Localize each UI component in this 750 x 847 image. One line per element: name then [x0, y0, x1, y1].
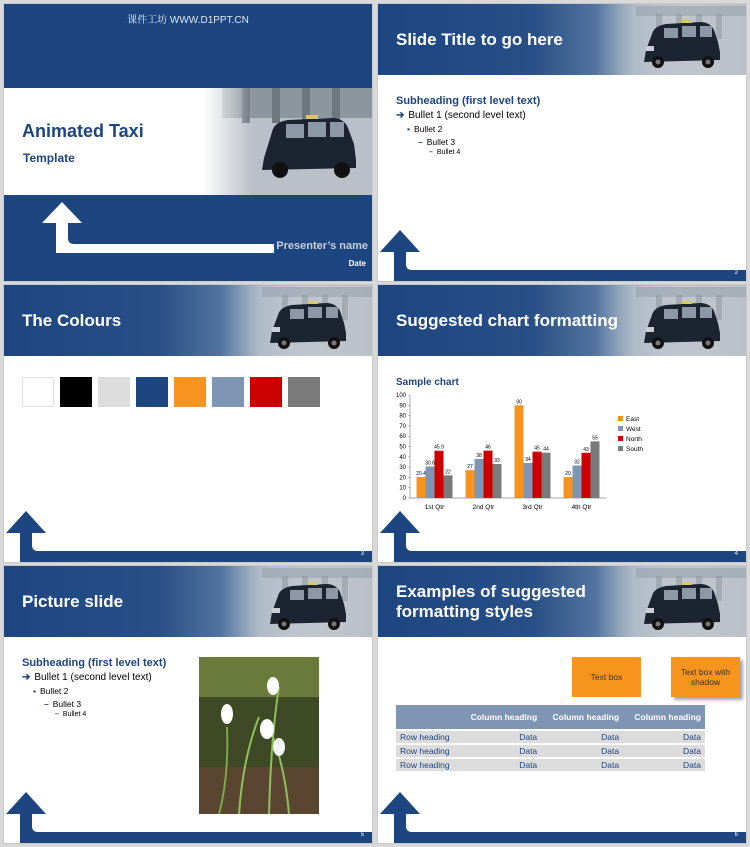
x-tick-label: 2nd Qtr	[472, 504, 495, 511]
slide-3[interactable]	[4, 285, 372, 562]
colour-swatch	[212, 377, 244, 407]
table-header-cell	[396, 705, 459, 730]
slide-header	[4, 285, 372, 356]
page-number: 6	[734, 832, 738, 838]
bullet-level-4: – Bullet 4	[55, 711, 87, 718]
taxi-photo	[596, 4, 746, 75]
slide-header	[4, 566, 372, 637]
slide-2[interactable]	[378, 4, 746, 281]
bar	[542, 453, 551, 498]
taxi-photo	[596, 566, 746, 637]
watermark-text: 课件工坊 WWW.D1PPT.CN	[127, 15, 249, 26]
slide-header	[378, 4, 746, 75]
data-label: 90	[516, 399, 522, 406]
colour-swatch	[174, 377, 206, 407]
data-label: 33	[494, 458, 500, 465]
y-tick-label: 20	[399, 475, 406, 482]
legend-swatch	[618, 416, 623, 421]
y-tick-label: 0	[402, 496, 406, 502]
y-tick-label: 40	[399, 454, 406, 461]
bar	[475, 459, 484, 498]
arrow-icon	[34, 198, 274, 253]
legend-label: North	[626, 436, 642, 443]
presentation-subtitle: Template	[23, 151, 75, 165]
bar	[515, 405, 524, 498]
bullet-level-2: ▪ Bullet 2	[33, 686, 69, 696]
page-number: 4	[734, 551, 738, 557]
bar	[466, 470, 475, 498]
bullet-level-1: ➔ Bullet 1 (second level text)	[396, 110, 526, 121]
bullet-list	[396, 95, 540, 156]
data-label: 22	[445, 469, 451, 476]
slide-4[interactable]	[378, 285, 746, 562]
legend-swatch	[618, 436, 623, 441]
y-tick-label: 70	[399, 423, 406, 430]
bar	[426, 466, 435, 498]
slide-title: Picture slide	[22, 591, 124, 611]
bullet-level-3: – Bullet 3	[418, 137, 456, 147]
legend-label: South	[626, 446, 643, 453]
page-number: 2	[734, 270, 738, 276]
y-tick-label: 10	[399, 485, 406, 492]
data-label: 34	[525, 456, 531, 463]
slide-5[interactable]	[4, 566, 372, 843]
data-label: 43	[583, 446, 589, 453]
arrow-icon	[4, 507, 372, 562]
y-tick-label: 50	[399, 444, 406, 451]
data-label: 45	[534, 445, 540, 452]
x-tick-label: 1st Qtr	[424, 504, 445, 511]
slide-title: The Colours	[22, 310, 122, 330]
slide-header	[378, 285, 746, 356]
legend-label: East	[626, 416, 640, 423]
data-label: 46	[485, 444, 491, 451]
x-tick-label: 3rd Qtr	[522, 504, 543, 511]
table-header-cell: Column heading	[541, 705, 623, 730]
taxi-photo	[222, 285, 372, 356]
arrow-icon	[378, 507, 746, 562]
bar	[582, 453, 591, 498]
taxi-photo	[202, 88, 372, 195]
bar	[435, 451, 444, 498]
data-label: 20.4	[416, 470, 426, 477]
table-row: Row heading Data Data Data	[396, 758, 705, 771]
data-label: 44	[543, 446, 549, 453]
colour-swatch	[60, 377, 92, 407]
taxi-photo	[222, 566, 372, 637]
bullet-level-1: ➔ Bullet 1 (second level text)	[22, 672, 152, 683]
y-tick-label: 30	[399, 465, 406, 472]
data-label: 32	[574, 459, 580, 466]
legend-swatch	[618, 426, 623, 431]
data-label: 30.6	[425, 460, 435, 467]
bar	[524, 463, 533, 498]
subheading: Subheading (first level text)	[396, 95, 541, 107]
formatted-table	[396, 705, 705, 771]
data-label: 20	[565, 470, 571, 477]
colour-swatches	[22, 377, 320, 407]
bar	[444, 475, 453, 498]
bar	[533, 452, 542, 498]
slide-title: Suggested chart formatting	[396, 310, 618, 330]
bullet-list	[22, 657, 166, 718]
data-label: 38	[476, 452, 482, 459]
bar	[591, 441, 600, 498]
colour-swatch	[136, 377, 168, 407]
table-row: Row heading Data Data Data	[396, 730, 705, 744]
y-tick-label: 80	[399, 413, 406, 420]
y-tick-label: 60	[399, 434, 406, 441]
data-label: 45.9	[434, 444, 444, 451]
slide-header	[378, 566, 746, 637]
text-box-with-shadow: Text box with shadow	[671, 657, 740, 697]
colour-swatch	[250, 377, 282, 407]
bar	[493, 464, 502, 498]
bar	[573, 465, 582, 498]
bullet-level-2: ▪ Bullet 2	[407, 124, 443, 134]
bar	[484, 451, 493, 498]
slide-6[interactable]	[378, 566, 746, 843]
slide-title: Slide Title to go here	[396, 29, 563, 49]
data-label: 27	[467, 464, 473, 471]
arrow-icon	[378, 226, 746, 281]
colour-swatch	[288, 377, 320, 407]
bullet-level-3: – Bullet 3	[44, 699, 82, 709]
arrow-icon	[378, 788, 746, 843]
slide-title: Examples of suggested formatting styles	[396, 581, 586, 621]
page-number: 3	[360, 551, 364, 557]
subheading: Subheading (first level text)	[22, 657, 167, 669]
bar	[417, 477, 426, 498]
presenter-name: Presenter’s name	[276, 240, 368, 252]
table-header-cell: Column heading	[623, 705, 705, 730]
presentation-date: Date	[348, 259, 366, 268]
arrow-icon	[4, 788, 372, 843]
table-header-cell: Column heading	[459, 705, 541, 730]
bar-chart	[386, 391, 646, 521]
bar	[564, 477, 573, 498]
table-row: Row heading Data Data Data	[396, 744, 705, 758]
y-tick-label: 100	[395, 393, 406, 399]
legend-swatch	[618, 446, 623, 451]
page-number: 5	[360, 832, 364, 838]
bullet-level-4: – Bullet 4	[429, 149, 461, 156]
data-label: 55	[592, 435, 598, 442]
x-tick-label: 4th Qtr	[571, 504, 592, 511]
colour-swatch	[22, 377, 54, 407]
slide-1[interactable]	[4, 4, 372, 281]
text-box: Text box	[572, 657, 641, 697]
chart-title: Sample chart	[396, 377, 459, 388]
legend-label: West	[626, 426, 641, 433]
presentation-title: Animated Taxi	[22, 121, 144, 141]
y-tick-label: 90	[399, 403, 406, 410]
colour-swatch	[98, 377, 130, 407]
